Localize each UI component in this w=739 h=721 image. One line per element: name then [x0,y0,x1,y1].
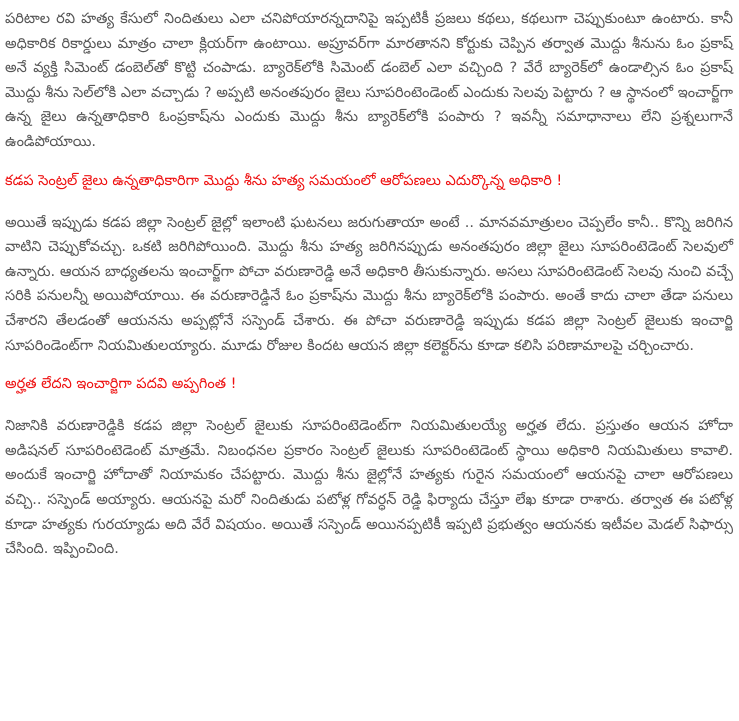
spacer [5,155,733,169]
spacer [5,193,733,211]
spacer [5,396,733,414]
subheading-incharge-post: అర్హత లేదని ఇంచార్జిగా పదవి అప్పగింత ! [5,376,237,393]
article-paragraph-qualification: నిజానికి వరుణారెడ్డికి కడప జిల్లా సెంట్రల్ జైలుకు సూపరింటెడెంట్‌గా నియమితులయ్యే అర్హత లేదు. ప్రస్తుతం ఆయన హోదా అడిషనల్ సూపరింటెడెంట్ మాత్రమే. నిబంధనల ప్రకారం సెంట్రల్ జైలుకు సూపరింటెడెంట్ స్థాయి అధికారి నియమితులు కావాలి. అందుకే ఇంచార్జి హోదాతో నియామకం చేపట్టారు. మొద్దు శీను జైల్లోనే హత్యకు గురైన సమయంలో ఆయనపై చాలా ఆరోపణలు వచ్చి.. సస్పెండ్ అయ్యారు. ఆయనపై మరో నిందితుడు పటోళ్ల గోవర్ధన్ రెడ్డి ఫిర్యాదు చేస్తూ లేఖ కూడా రాశారు. తర్వాత ఈ పటోళ్ల కూడా హత్యకు గురయ్యాడు అది వేరే విషయం. అయితే సస్పెండ్ అయినప్పటికీ ఇప్పటి ప్రభుత్వం ఆయనకు ఇటీవల మెడల్ సిఫార్సు చేసింది. ఇప్పించింది. [5,418,733,558]
article-paragraph-varuna-reddy: అయితే ఇప్పుడు కడప జిల్లా సెంట్రల్ జైల్లో ఇలాంటి ఘటనలు జరుగుతాయా అంటే .. మానవమాత్రులం చెప్పలేం కానీ.. కొన్ని జరిగిన వాటిని చెప్పుకోవచ్చు. ఒకటి జరిగిపోయింది. మొద్దు శీను హత్య జరిగినప్పుడు అనంతపురం జిల్లా జైలు సూపరింటెడెంట్ సెలవులో ఉన్నారు. ఆయన బాధ్యతలను ఇంచార్జ్‌గా పోచా వరుణారెడ్డి అనే అధికారి తీసుకున్నారు. అసలు సూపరింటెడెంట్ సెలవు నుంచి వచ్చే సరికి పనులన్నీ అయిపోయాయి. ఈ వరుణారెడ్డినే ఓం ప్రకాష్‌ను మొద్దు శీను బ్యారెక్‌లోకి పంపారు. అంతే కాదు చాలా తేడా పనులు చేశారని తేలడంతో ఆయనను అప్పట్లోనే సస్పెండ్ చేశారు. ఈ పోచా వరుణారెడ్డి ఇప్పుడు కడప జిల్లా సెంట్రల్ జైలుకు ఇంచార్జి సూపరిండెంట్‌గా నియమితులయ్యారు. మూడు రోజుల కిందట ఆయన జిల్లా కలెక్టర్‌ను కూడా కలిసి పరిణామాలపై చర్చించారు. [5,214,733,354]
spacer [5,358,733,372]
subheading-kadapa-jail-officer: కడప సెంట్రల్ జైలు ఉన్నతాధికారిగా మొద్దు శీను హత్య సమయంలో ఆరోపణలు ఎదుర్కొన్న అధికారి ! [5,172,563,189]
article-paragraph-intro: పరిటాల రవి హత్య కేసులో నిందితులు ఎలా చనిపోయారన్నదానిపై ఇప్పటికీ ప్రజలు కథలు, కథలుగా చెప్పుకుంటూ ఉంటారు. కానీ అధికారిక రికార్డులు మాత్రం చాలా క్లియర్‌గా ఉంటాయి. అప్రూవర్‌గా మారతానని కోర్టుకు చెప్పిన తర్వాత మొద్దు శీనును ఓం ప్రకాష్ అనే వ్యక్తి సిమెంట్ డంబెల్‌తో కొట్టి చంపాడు. బ్యారెక్‌లోకి సిమెంట్ డంబెల్ ఎలా వచ్చింది ? వేరే బ్యారెక్‌లో ఉండాల్సిన ఓం ప్రకాష్ మొద్దు శీను సెల్‌లోకి ఎలా వచ్చాడు ? అప్పటి అనంతపురం జైలు సూపరింటెండెంట్ ఎందుకు సెలవు పెట్టారు ? ఆ స్థానంలో ఇంచార్జ్‌గా ఉన్న జైలు ఉన్నతాధికారి ఓంప్రకాష్‌ను ఎందుకు మొద్దు శీను బ్యారెక్‌లోకి పంపారు ? ఇవన్నీ సమాధానాలు లేని ప్రశ్నలుగానే ఉండిపోయాయి. [5,11,733,150]
